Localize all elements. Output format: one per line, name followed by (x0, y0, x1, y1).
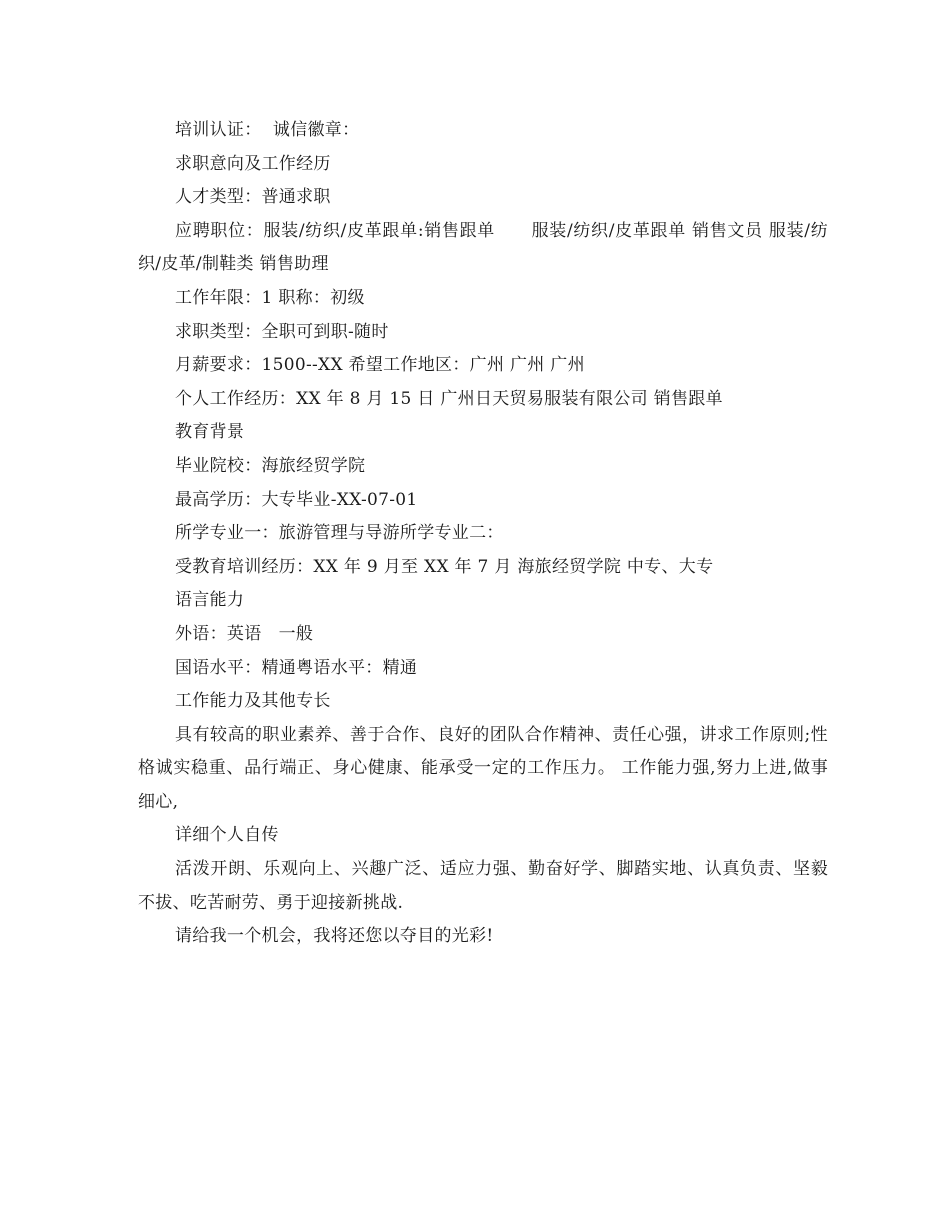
heading-language: 语言能力 (175, 590, 245, 611)
line-job-type: 求职类型：全职可到职-随时 (175, 321, 389, 342)
line-positions: 应聘职位：服装/纺织/皮革跟单:销售跟单 服装/纺织/皮革跟单 销售文员 服装/纺织/皮革/制鞋类 销售助理 (138, 220, 828, 275)
line-work-years: 工作年限：1 职称：初级 (175, 287, 365, 308)
heading-job-intent: 求职意向及工作经历 (175, 153, 331, 174)
line-major: 所学专业一：旅游管理与导游所学专业二： (175, 523, 504, 544)
line-school: 毕业院校：海旅经贸学院 (175, 455, 366, 476)
document-body (138, 114, 828, 954)
heading-autobiography: 详细个人自传 (175, 825, 279, 846)
line-training-history: 受教育培训经历：XX 年 9 月至 XX 年 7 月 海旅经贸学院 中专、大专 (175, 556, 714, 577)
line-degree: 最高学历：大专毕业-XX-07-01 (175, 489, 418, 510)
line-work-history: 个人工作经历：XX 年 8 月 15 日 广州日天贸易服装有限公司 销售跟单 (175, 388, 723, 409)
heading-education: 教育背景 (175, 422, 245, 443)
line-mandarin-cantonese: 国语水平：精通粤语水平：精通 (175, 657, 418, 678)
paragraph-abilities: 具有较高的职业素养、善于合作、良好的团队合作精神、责任心强，讲求工作原则;性格诚实稳重、品行端正、身心健康、能承受一定的工作压力。 工作能力强,努力上进,做事细心, (138, 724, 828, 812)
line-foreign-language: 外语：英语 一般 (175, 623, 314, 644)
paragraph-autobiography: 活泼开朗、乐观向上、兴趣广泛、适应力强、勤奋好学、脚踏实地、认真负责、坚毅不拔、吃苦耐劳、勇于迎接新挑战. (138, 859, 828, 913)
line-talent-type: 人才类型：普通求职 (175, 187, 331, 208)
line-training-cert: 培训认证： 诚信徽章： (175, 120, 360, 140)
paragraph-closing: 请给我一个机会，我将还您以夺目的光彩! (175, 926, 494, 947)
line-salary: 月薪要求：1500--XX 希望工作地区：广州 广州 广州 (175, 355, 585, 376)
heading-abilities: 工作能力及其他专长 (175, 691, 331, 712)
